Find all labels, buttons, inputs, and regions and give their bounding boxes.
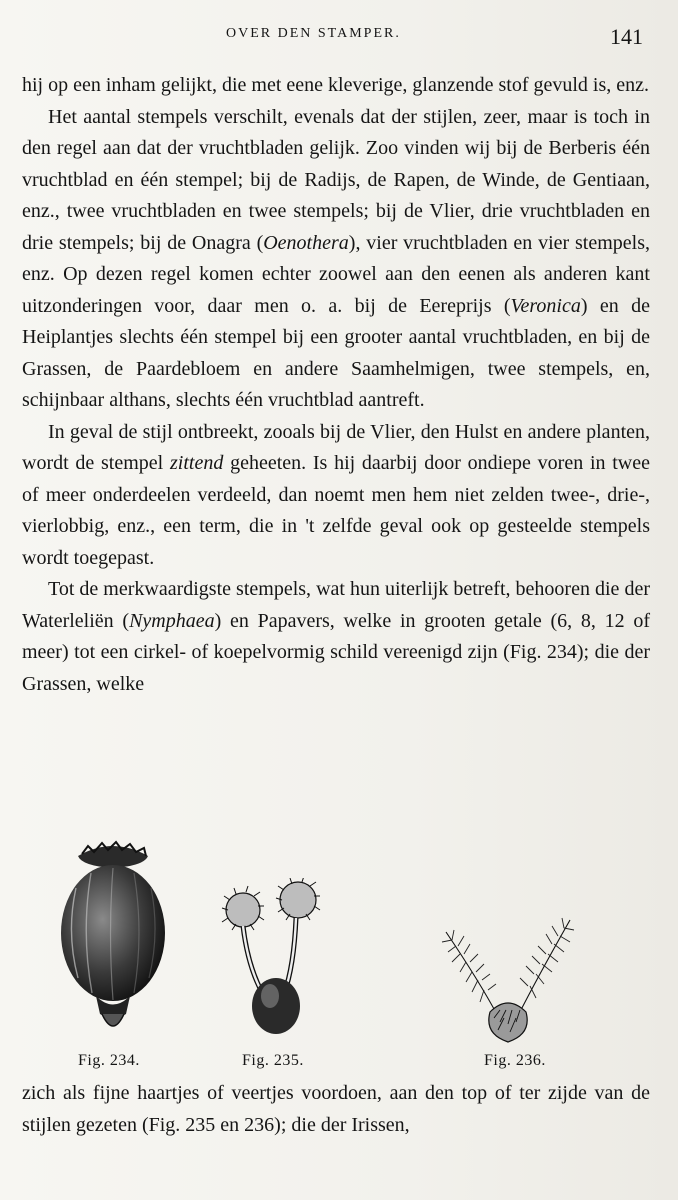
figures-row bbox=[0, 838, 678, 1078]
page-number: 141 bbox=[610, 24, 643, 49]
text-run: geheeten. Is hij daarbij door ondiepe voren in twee of meer onderdeelen verdeeld, dan noemt men hem niet zelden twee-, drie-, vierlobbig, enz., een term, die in 't zelfde geval ook op gesteelde stempels wordt toegepast. bbox=[22, 452, 650, 569]
figure-caption-234: Fig. 234. bbox=[78, 1052, 140, 1069]
italic-term-nymphaea: Nymphaea bbox=[129, 609, 215, 632]
figure-caption-236: Fig. 236. bbox=[484, 1052, 546, 1069]
paragraph-remarkable-stigmas bbox=[22, 574, 650, 700]
feathery-stigma-illustration bbox=[438, 914, 578, 1044]
italic-term-oenothera: Oenothera bbox=[263, 231, 349, 254]
italic-term-zittend: zittend bbox=[169, 452, 224, 474]
text-run: In geval de stijl ontbreekt, zooals bij de Vlier, den Hulst en andere planten, wordt de stempel bbox=[22, 420, 650, 474]
poppy-capsule-illustration bbox=[56, 838, 171, 1043]
running-head bbox=[0, 24, 678, 48]
body-text bbox=[22, 70, 650, 700]
paragraph-stempel-count bbox=[22, 102, 650, 417]
text-run: Het aantal stempels verschilt, evenals dat der stijlen, zeer, maar is toch in den regel aan dat der vruchtbladen gelijk. Zoo vinden wij bij de Berberis één vruchtblad en één stempel; bij de Radijs, de Rapen, de Winde, de Gentiaan, enz., twee vruchtbladen en twee stempels; bij de Vlier, drie vruchtbladen en drie stempels; bij de Onagra ( bbox=[22, 105, 650, 254]
running-title: OVER DEN STAMPER. bbox=[226, 26, 401, 41]
text-run: Tot de merkwaardigste stempels, wat hun uiterlijk betreft, behooren die der Waterleliën ( bbox=[22, 578, 650, 632]
paragraph-continued-after-figures: zich als fijne haartjes of veertjes voordoen, aan den top of ter zijde van de stijlen gezeten (Fig. 235 en 236); die der Irissen, bbox=[22, 1082, 650, 1136]
paragraph-sessile-stigma bbox=[22, 417, 650, 575]
paragraph-continuation: hij op een inham gelijkt, die met eene kleverige, glanzende stof gevuld is, enz. bbox=[22, 74, 650, 96]
italic-term-veronica: Veronica bbox=[510, 294, 581, 317]
text-run: ), vier vruchtbladen en vier stempels, enz. Op dezen regel komen echter zoowel aan den eenen als anderen kant uitzonderingen voor, daar men o. a. bij de Eereprijs ( bbox=[22, 231, 650, 317]
text-run: ) en Papavers, welke in grooten getale (6, 8, 12 of meer) tot een cirkel- of koepelvormig schild vereenigd zijn (Fig. 234); die der Grassen, welke bbox=[22, 609, 650, 695]
figure-caption-235: Fig. 235. bbox=[242, 1052, 304, 1069]
grass-pistil-illustration bbox=[218, 878, 328, 1038]
text-run: ) en de Heiplantjes slechts één stempel bij een grooter aantal vruchtbladen, en bij de Grassen, de Paardebloem en andere Saamhelmigen, twee stempels, en, schijnbaar althans, slechts één vruchtblad aantreft. bbox=[22, 294, 650, 411]
